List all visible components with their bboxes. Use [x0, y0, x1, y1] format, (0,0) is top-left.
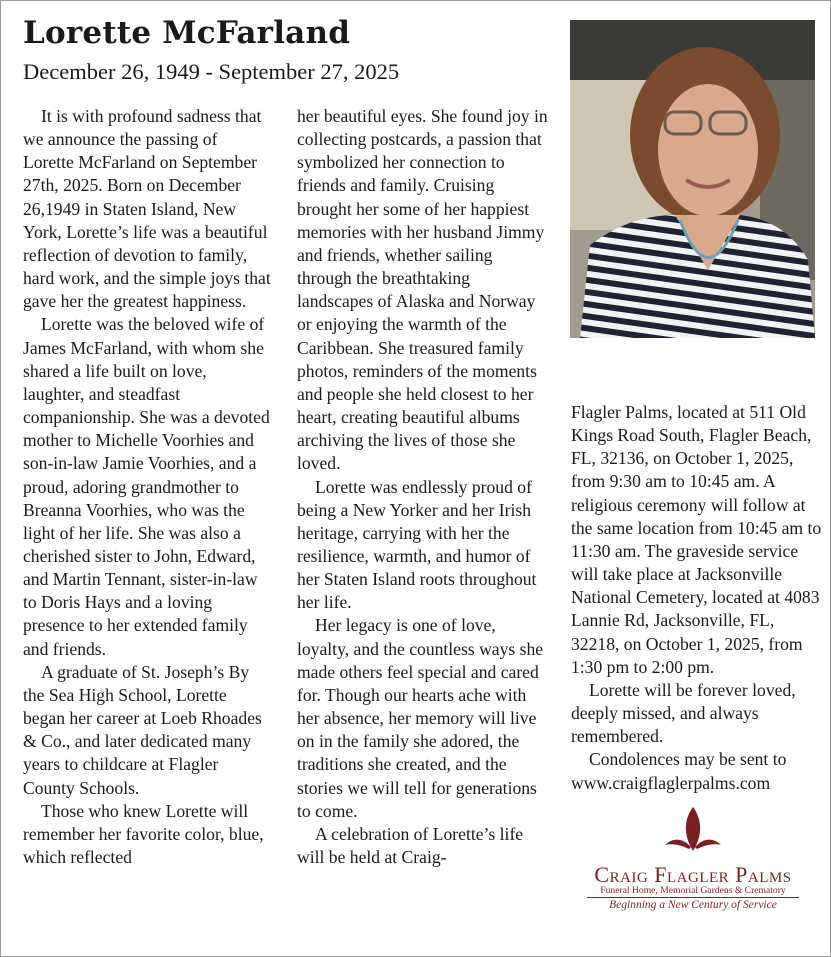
paragraph: Lorette was endlessly proud of being a New Yorker and her Irish heritage, carrying with her the resilience, warmth, and humor of her Staten Island roots throughout her life. [297, 476, 537, 613]
paragraph: Condolences may be sent to www.craigflaglerpalms.com [571, 749, 787, 793]
column-1 [23, 105, 271, 869]
paragraph: Her legacy is one of love, loyalty, and the countless ways she made others feel special and cared for. Though our hearts ache with her absence, her memory will live on in the family she adored, the traditions she created, and the stories we will tell for generations to come. [297, 615, 544, 821]
portrait-photo [570, 20, 815, 338]
logo-divider [587, 897, 799, 898]
paragraph: It is with profound sadness that we announce the passing of Lorette McFarland on September 27th, 2025. Born on December 26,1949 in Staten Island, New York, Lorette’s life was a beautiful reflection of devotion to family, hard work, and the simple joys that gave her the greatest happiness. [23, 106, 271, 312]
obituary-name: Lorette McFarland [23, 15, 351, 51]
obituary-dates: December 26, 1949 - September 27, 2025 [23, 59, 400, 84]
paragraph: Lorette will be forever loved, deeply missed, and always remembered. [571, 679, 796, 747]
logo-name: Craig Flagler Palms [594, 862, 792, 887]
paragraph: A celebration of Lorette’s life will be held at Craig- [297, 823, 524, 867]
column-2 [297, 105, 549, 869]
paragraph: her beautiful eyes. She found joy in collecting postcards, a passion that symbolized her connection to friends and family. Cruising brought her some of her happiest memories with her husband Jimmy and friends, whether sailing through the breathtaking landscapes of Alaska and Norway or enjoying the warmth of the Caribbean. She treasured family photos, reminders of the moments and people she held closest to her heart, creating beautiful albums archiving the lives of those she loved. [297, 106, 548, 474]
funeral-home-logo [585, 805, 801, 923]
paragraph: A graduate of St. Joseph’s By the Sea High School, Lorette began her career at Loeb Rhoades & Co., and later dedicated many years to childcare at Flagler County Schools. [23, 661, 262, 798]
paragraph: Flagler Palms, located at 511 Old Kings Road South, Flagler Beach, FL, 32136, on October 1, 2025, from 9:30 am to 10:45 am. A religious ceremony will follow at the same location from 10:45 am to 11:30 am. The graveside service will take place at Jacksonville National Cemetery, located at 4083 Lannie Rd, Jacksonville, FL, 32218, on October 1, 2025, from 1:30 pm to 2:00 pm. [571, 402, 822, 677]
paragraph: Lorette was the beloved wife of James McFarland, with whom she shared a life built on love, laughter, and steadfast companionship. She was a devoted mother to Michelle Voorhies and son-in-law Jamie Voorhies, and a proud, adoring grandmother to Breanna Voorhies, who was the light of her life. She was also a cherished sister to John, Edward, and Martin Tennant, sister-in-law to Doris Hays and a loving presence to her extended family and friends. [23, 314, 270, 659]
portrait-illustration [570, 20, 815, 338]
column-3 [571, 401, 823, 795]
logo-subtitle: Funeral Home, Memorial Gardens & Crematory [600, 885, 786, 896]
paragraph: Those who knew Lorette will remember her favorite color, blue, which reflected [23, 800, 264, 867]
palm-flame-icon [663, 805, 723, 859]
logo-tagline: Beginning a New Century of Service [609, 899, 777, 911]
